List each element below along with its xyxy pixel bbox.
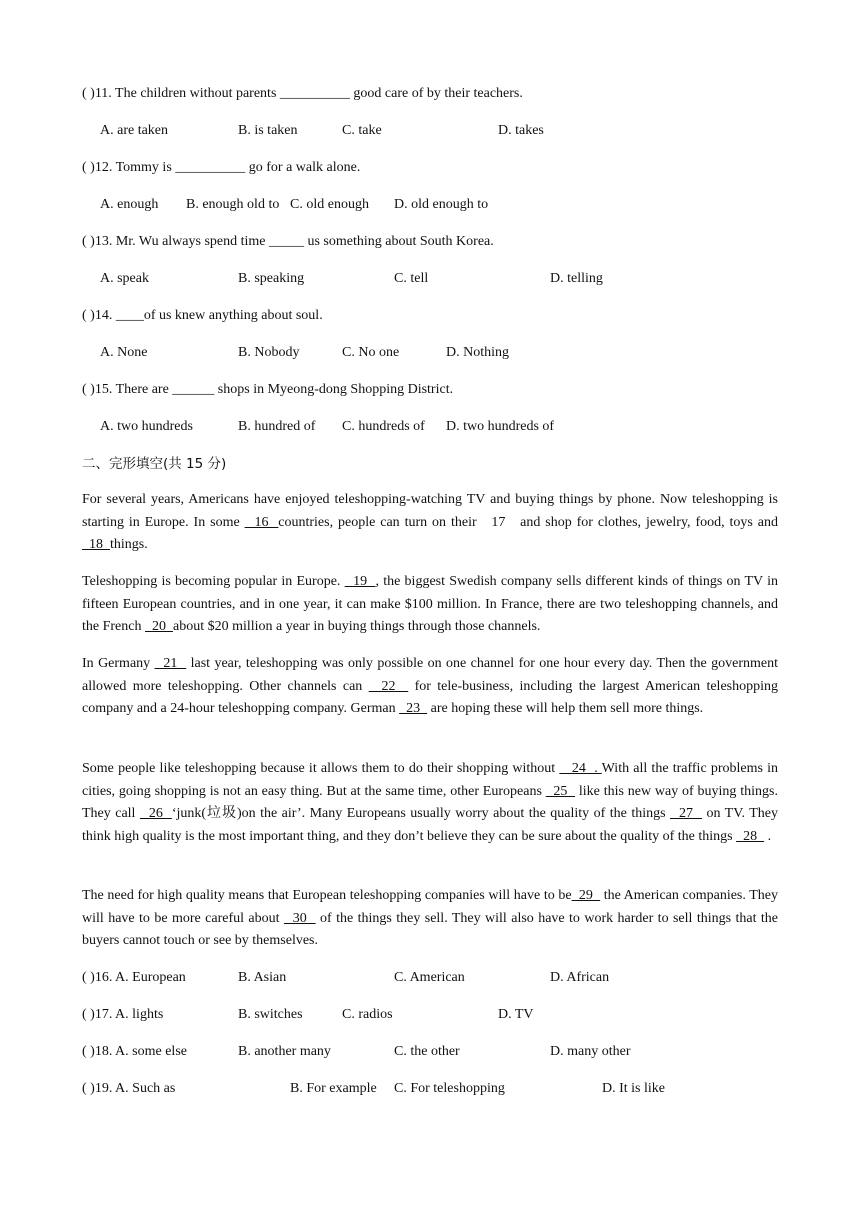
q11-option-a: A. are taken (100, 123, 169, 138)
q14-option-a: A. None (100, 345, 148, 360)
blank-28: 28 (736, 829, 765, 845)
q12-option-b: B. enough old to (186, 197, 280, 212)
question-14-stem: ( )14. ____of us knew anything about soul. (82, 308, 323, 323)
question-11-stem: ( )11. The children without parents __________ good care of by their teachers. (82, 86, 523, 101)
q11-option-d: D. takes (498, 123, 544, 138)
cloze-18-option-b: B. another many (238, 1044, 331, 1059)
p4-text-a: Some people like teleshopping because it allows them to do their shopping without (82, 761, 560, 776)
cloze-17-option-d: D. TV (498, 1007, 534, 1022)
q14-option-d: D. Nothing (446, 345, 509, 360)
passage-paragraph-2 (82, 571, 778, 639)
p4-text-d: like this new way of buying things. They call (82, 783, 778, 822)
blank-21: 21 (154, 656, 187, 671)
cloze-16-option-c: C. American (394, 970, 465, 985)
p4-text-g: . (764, 829, 772, 845)
cloze-18-option-c: C. the other (394, 1044, 460, 1059)
q13-option-d: D. telling (550, 271, 603, 286)
blank-25: 25 (545, 783, 576, 799)
cloze-16-option-b: B. Asian (238, 970, 287, 985)
blank-22: 22 (368, 678, 409, 694)
q14-option-b: B. Nobody (238, 345, 300, 360)
p1-text-d: and shop for clothes, jewelry, food, toys and (515, 514, 778, 530)
cloze-16-option-d: D. African (550, 970, 610, 985)
cloze-18-stem: ( )18. A. some else (82, 1044, 187, 1059)
p4-text-e: ‘junk(垃圾)on the air’. Many Europeans usually worry about the quality of the things (171, 806, 671, 822)
p5-text-a: The need for high quality means that European teleshopping companies will have to be (82, 888, 572, 903)
p4-text-f: on TV. They think high quality is the most important thing, and they don’t believe they can be sure about the quality of the things (82, 806, 779, 845)
blank-23: 23 (399, 701, 428, 717)
q13-option-a: A. speak (100, 271, 149, 286)
cloze-16-stem: ( )16. A. European (82, 970, 186, 985)
cloze-19-option-b: B. For example (290, 1081, 377, 1096)
p1-text-a: For several years, Americans have enjoyed teleshopping-watching TV and buying things by phone. Now teleshopping is starting in Europe. In some (82, 492, 778, 530)
cloze-18-option-d: D. many other (550, 1044, 631, 1059)
cloze-17-stem: ( )17. A. lights (82, 1007, 164, 1022)
q11-option-c: C. take (342, 123, 382, 138)
p2-text-a: Teleshopping is becoming popular in Europe. (82, 574, 345, 589)
q14-option-c: C. No one (342, 345, 400, 360)
blank-29: 29 (571, 888, 601, 903)
cloze-19-stem: ( )19. A. Such as (82, 1081, 176, 1096)
blank-18: 18 (82, 537, 110, 553)
blank-27: 27 (670, 806, 702, 822)
passage-paragraph-3 (82, 653, 778, 721)
p1-text-c: countries, people can turn on their (278, 514, 482, 530)
p2-text-c: , the biggest Swedish company sells different kinds of things on TV in fifteen European countries, and in one year, it can make $100 million. In France, there are two teleshopping channels, and the French (82, 574, 779, 635)
q11-option-b: B. is taken (238, 123, 298, 138)
q15-option-c: C. hundreds of (342, 419, 425, 434)
blank-24: 24 . (559, 761, 602, 776)
q13-option-b: B. speaking (238, 271, 305, 286)
q15-option-a: A. two hundreds (100, 419, 193, 434)
p2-text-d: about $20 million a year in buying things through those channels. (172, 619, 541, 635)
p3-text-c: last year, teleshopping was only possible on one channel for one hour every day. Then the government allowed more teleshopping. Other channels can (82, 656, 778, 694)
blank-16: 16 (244, 514, 279, 530)
p4-text-c: With all the traffic problems in cities, going shopping is not an easy thing. But at the same time, other Europeans (82, 761, 779, 799)
question-13-stem: ( )13. Mr. Wu always spend time _____ us something about South Korea. (82, 234, 494, 249)
q15-option-b: B. hundred of (238, 419, 316, 434)
q12-option-d: D. old enough to (394, 197, 489, 212)
blank-30: 30 (283, 910, 316, 926)
q15-option-d: D. two hundreds of (446, 419, 555, 434)
passage-paragraph-5 (82, 885, 778, 953)
q13-option-c: C. tell (394, 271, 429, 286)
cloze-19-option-d: D. It is like (602, 1081, 665, 1096)
question-12-stem: ( )12. Tommy is __________ go for a walk alone. (82, 160, 361, 175)
blank-20: 20 (144, 619, 173, 635)
blank-17: 17 (481, 514, 516, 530)
q12-option-c: C. old enough (290, 197, 369, 212)
cloze-17-option-b: B. switches (238, 1007, 303, 1022)
p3-text-a: In Germany (82, 656, 155, 671)
p3-text-e: are hoping these will help them sell more things. (427, 701, 704, 717)
passage-paragraph-1 (82, 489, 778, 557)
section-heading: 二、完形填空(共 15 分) (82, 456, 227, 472)
p1-text-e: things. (110, 537, 148, 553)
q12-option-a: A. enough (100, 197, 159, 212)
cloze-17-option-c: C. radios (342, 1007, 393, 1022)
cloze-19-option-c: C. For teleshopping (394, 1081, 505, 1096)
blank-26: 26 (139, 806, 172, 822)
question-15-stem: ( )15. There are ______ shops in Myeong-dong Shopping District. (82, 382, 454, 397)
passage-paragraph-4 (82, 758, 778, 849)
p5-text-d: of the things they sell. They will also have to work harder to sell things that the buyers cannot touch or see by themselves. (82, 910, 778, 949)
p5-text-c: the American companies. They will have to be more careful about (82, 888, 779, 926)
blank-19: 19 (344, 574, 376, 589)
p3-text-d: for tele-business, including the largest American teleshopping company and a 24-hour teleshopping company. German (82, 678, 778, 717)
